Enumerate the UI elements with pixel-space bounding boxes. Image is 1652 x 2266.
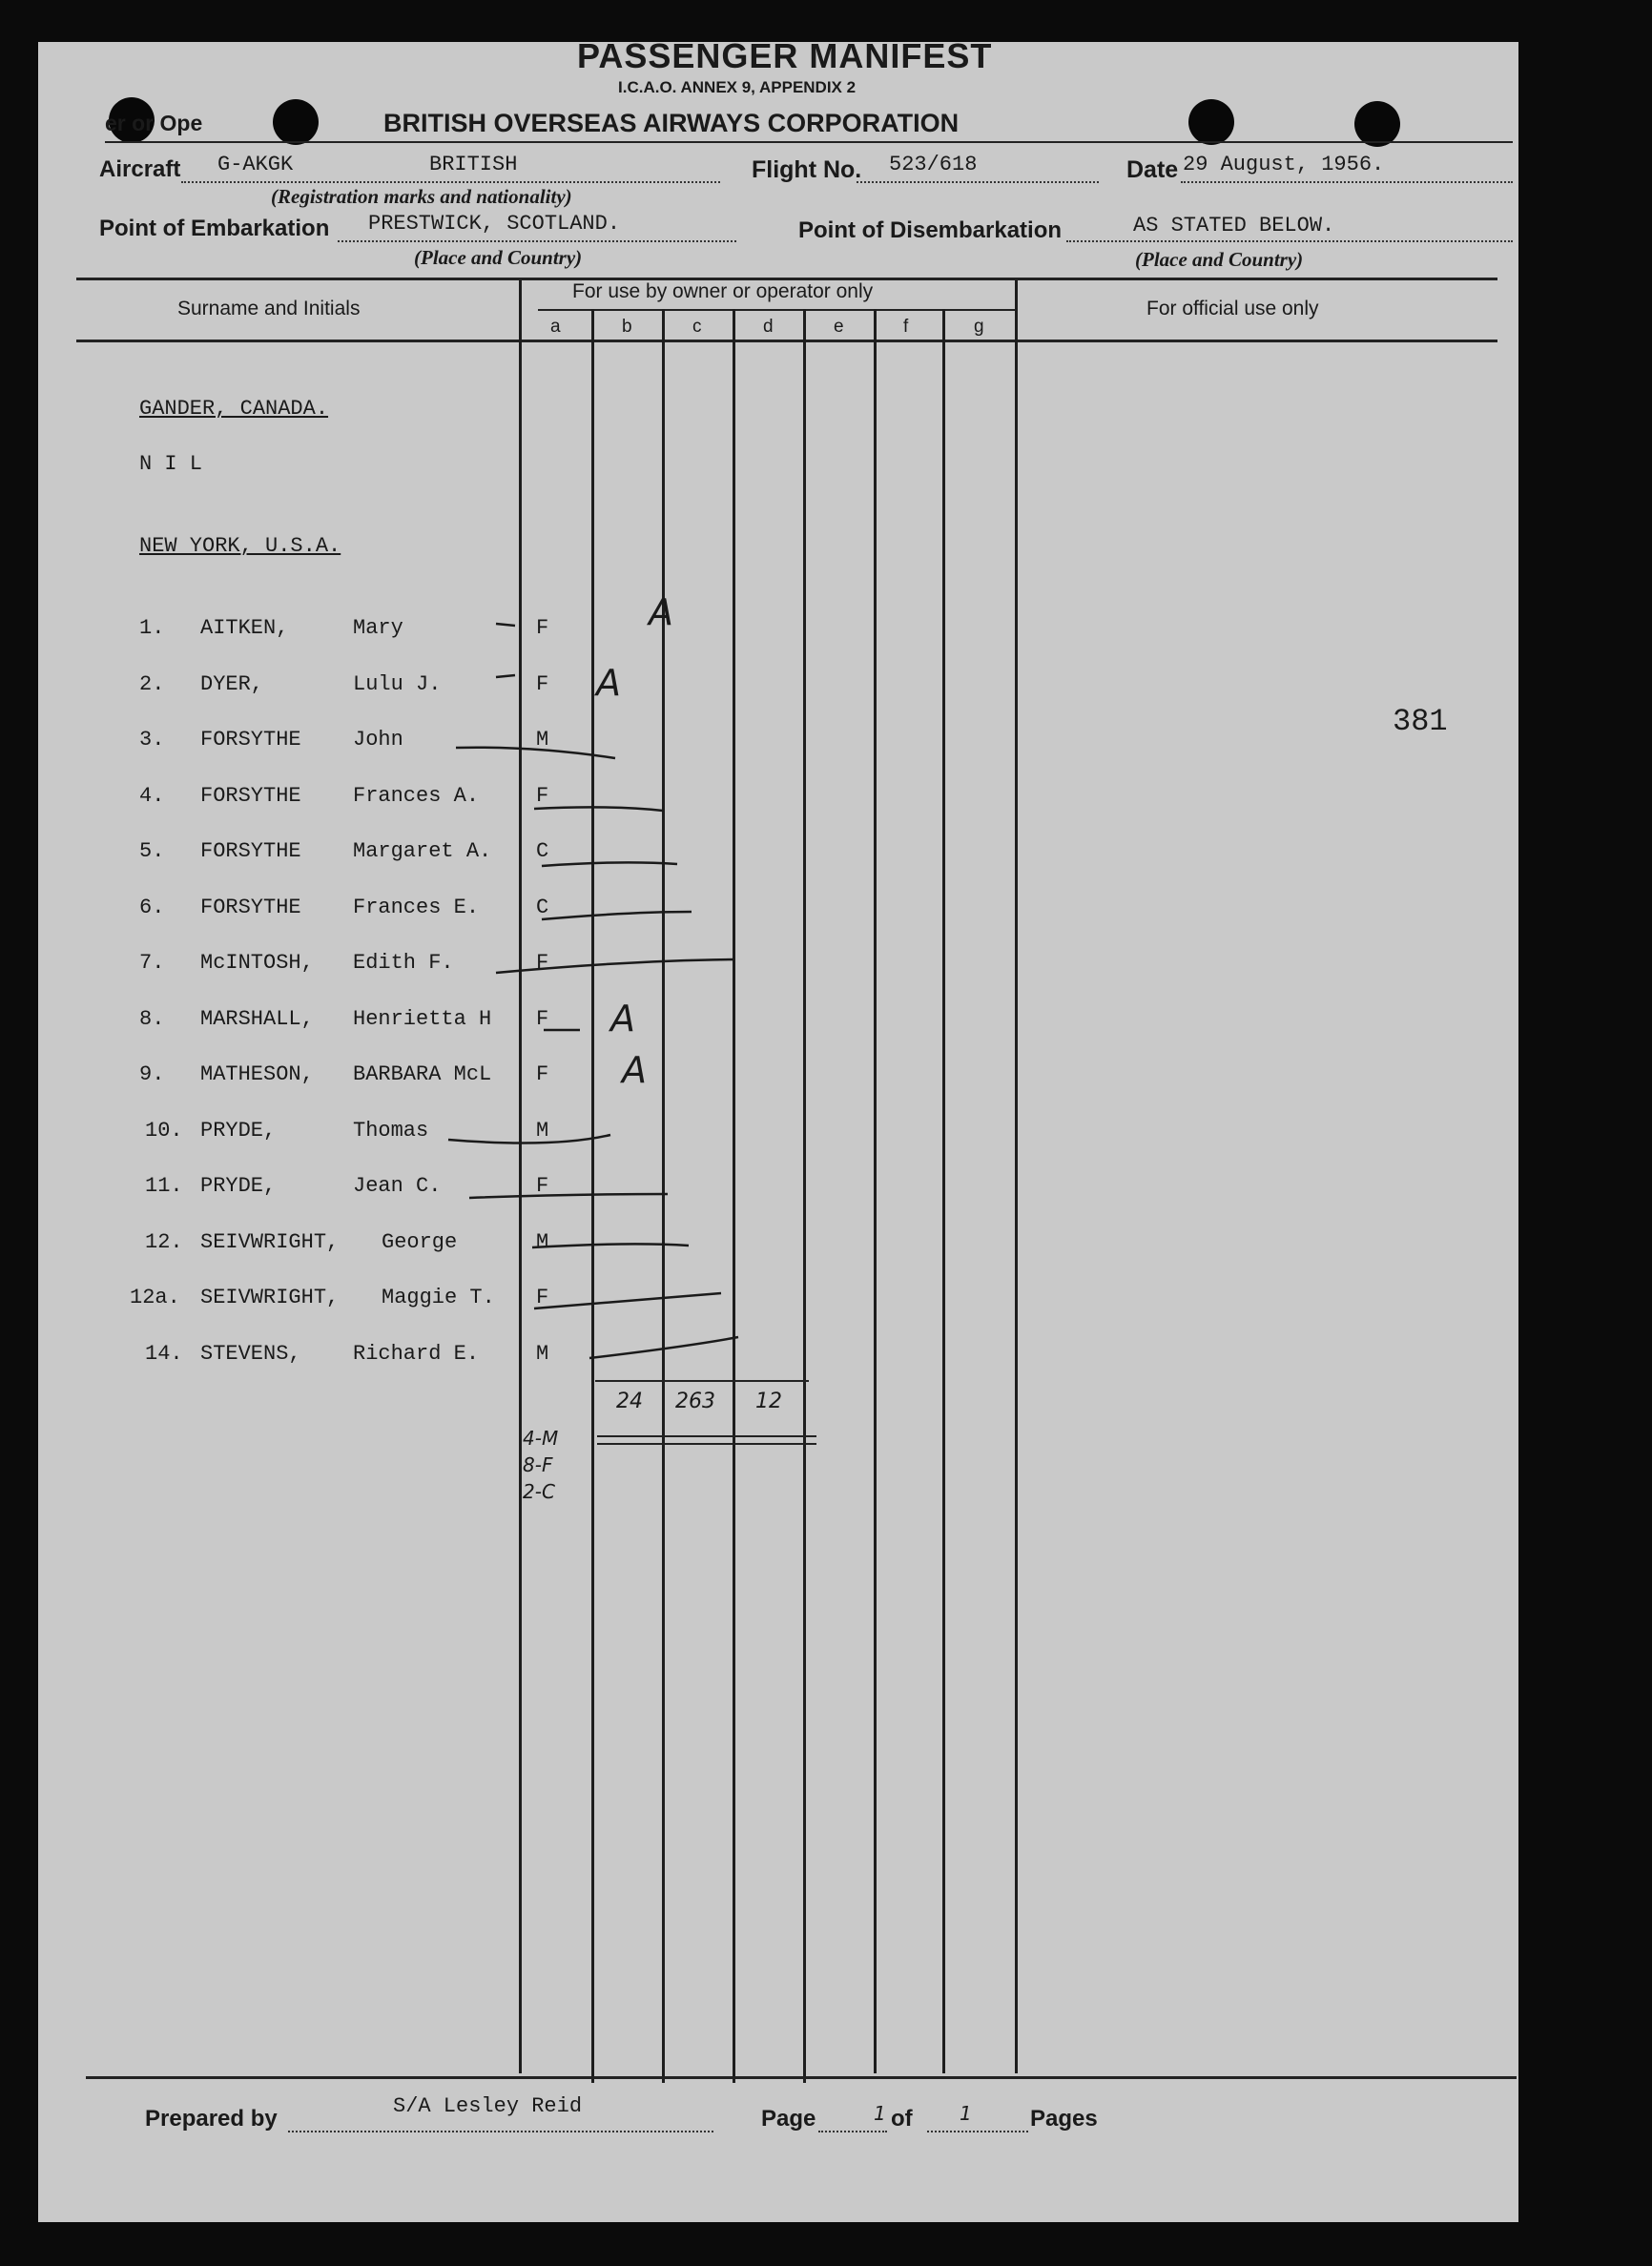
subcolumn-header-g: g	[974, 317, 984, 337]
section-gander: GANDER, CANADA.	[139, 397, 329, 421]
passenger-given-name: John	[353, 728, 403, 752]
passenger-type-code: M	[536, 728, 549, 752]
manifest-sheet	[38, 36, 1518, 2222]
passenger-number: 9.	[139, 1062, 165, 1086]
handwritten-mark: A	[649, 591, 673, 633]
section-gander-nil: N I L	[139, 452, 203, 476]
totals-double-rule-1	[597, 1435, 816, 1437]
section-newyork: NEW YORK, U.S.A.	[139, 534, 341, 558]
aircraft-nationality: BRITISH	[429, 153, 518, 176]
aircraft-label: Aircraft	[99, 156, 181, 182]
totals-top-rule	[595, 1380, 809, 1382]
embarkation-caption: (Place and Country)	[414, 246, 583, 269]
passenger-type-code: F	[536, 672, 549, 696]
registration-caption: (Registration marks and nationality)	[271, 185, 572, 208]
passenger-surname: SEIVWRIGHT,	[200, 1230, 340, 1254]
passenger-surname: PRYDE,	[200, 1119, 277, 1143]
total-d: 12	[755, 1390, 782, 1413]
passenger-surname: FORSYTHE	[200, 728, 301, 752]
summary-line: 2-C	[523, 1480, 555, 1503]
official-number: 381	[1393, 704, 1448, 739]
passenger-number: 10.	[145, 1119, 183, 1143]
form-title: PASSENGER MANIFEST	[577, 36, 993, 75]
passenger-given-name: Richard E.	[353, 1342, 480, 1366]
passenger-number: 5.	[139, 839, 165, 863]
flight-label: Flight No.	[752, 156, 862, 183]
of-label: of	[891, 2106, 913, 2132]
owner-label: er or Ope	[105, 111, 203, 135]
embarkation-label: Point of Embarkation	[99, 216, 330, 241]
passenger-type-code: F	[536, 1007, 549, 1031]
passenger-surname: MATHESON,	[200, 1062, 314, 1086]
passenger-given-name: Henrietta H	[353, 1007, 492, 1031]
passenger-type-code: C	[536, 839, 549, 863]
subcolumn-header-e: e	[834, 317, 844, 337]
passenger-type-code: M	[536, 1342, 549, 1366]
prepared-dotline	[288, 2131, 713, 2132]
form-subtitle: I.C.A.O. ANNEX 9, APPENDIX 2	[618, 78, 857, 96]
passenger-number: 12a.	[130, 1286, 180, 1309]
passenger-given-name: Maggie T.	[382, 1286, 495, 1309]
total-c: 263	[675, 1390, 715, 1413]
aircraft-registration: G-AKGK	[217, 153, 294, 176]
passenger-surname: FORSYTHE	[200, 839, 301, 863]
passenger-given-name: Margaret A.	[353, 839, 492, 863]
passenger-surname: McINTOSH,	[200, 951, 314, 975]
passenger-number: 6.	[139, 896, 165, 919]
passenger-number: 1.	[139, 616, 165, 640]
page-total: 1	[960, 2102, 972, 2125]
pages-label: Pages	[1030, 2106, 1098, 2132]
disembarkation-label: Point of Disembarkation	[798, 217, 1063, 243]
disembarkation-place: AS STATED BELOW.	[1133, 214, 1335, 237]
passenger-type-code: F	[536, 784, 549, 808]
flight-number: 523/618	[889, 153, 978, 176]
prepared-by: S/A Lesley Reid	[393, 2094, 583, 2118]
totals-double-rule-2	[597, 1443, 816, 1445]
passenger-given-name: George	[382, 1230, 458, 1254]
passenger-surname: PRYDE,	[200, 1174, 277, 1198]
passenger-number: 12.	[145, 1230, 183, 1254]
passenger-type-code: F	[536, 951, 549, 975]
flight-date: 29 August, 1956.	[1183, 153, 1385, 176]
prepared-label: Prepared by	[145, 2106, 278, 2132]
owner-use-header: For use by owner or operator only	[572, 280, 874, 302]
date-label: Date	[1126, 156, 1179, 183]
passenger-type-code: F	[536, 1174, 549, 1198]
handwritten-mark: A	[610, 998, 635, 1040]
subcolumn-header-b: b	[622, 317, 632, 337]
passenger-given-name: Lulu J.	[353, 672, 442, 696]
handwritten-mark: A	[622, 1049, 647, 1091]
passenger-surname: MARSHALL,	[200, 1007, 314, 1031]
page-label: Page	[761, 2106, 816, 2132]
passenger-number: 2.	[139, 672, 165, 696]
passenger-given-name: Thomas	[353, 1119, 429, 1143]
handwritten-mark: A	[596, 662, 621, 704]
operator-name: BRITISH OVERSEAS AIRWAYS CORPORATION	[383, 109, 960, 137]
subcolumn-header-d: d	[763, 317, 774, 337]
passenger-surname: SEIVWRIGHT,	[200, 1286, 340, 1309]
passenger-number: 3.	[139, 728, 165, 752]
passenger-type-code: F	[536, 616, 549, 640]
passenger-number: 7.	[139, 951, 165, 975]
passenger-given-name: BARBARA McL	[353, 1062, 492, 1086]
passenger-given-name: Edith F.	[353, 951, 454, 975]
passenger-number: 8.	[139, 1007, 165, 1031]
official-use-header: For official use only	[1146, 298, 1319, 319]
passenger-number: 14.	[145, 1342, 183, 1366]
passenger-surname: STEVENS,	[200, 1342, 301, 1366]
disembarkation-caption: (Place and Country)	[1135, 248, 1304, 271]
total-b: 24	[616, 1390, 643, 1413]
passenger-surname: FORSYTHE	[200, 784, 301, 808]
surname-column-header: Surname and Initials	[177, 298, 361, 319]
passenger-type-code: M	[536, 1119, 549, 1143]
passenger-number: 4.	[139, 784, 165, 808]
passenger-surname: FORSYTHE	[200, 896, 301, 919]
passenger-given-name: Jean C.	[353, 1174, 442, 1198]
passenger-surname: AITKEN,	[200, 616, 289, 640]
passenger-type-code: C	[536, 896, 549, 919]
passenger-type-code: F	[536, 1286, 549, 1309]
passenger-type-code: F	[536, 1062, 549, 1086]
page-dotline	[818, 2131, 887, 2132]
footer-rule	[86, 2076, 1517, 2079]
passenger-given-name: Mary	[353, 616, 403, 640]
summary-line: 4-M	[523, 1427, 559, 1450]
page-number: 1	[874, 2102, 886, 2125]
passenger-type-code: M	[536, 1230, 549, 1254]
subcolumn-header-c: c	[692, 317, 702, 337]
of-dotline	[927, 2131, 1028, 2132]
subcolumn-header-f: f	[903, 317, 909, 337]
handwritten-strokes	[38, 42, 1518, 1473]
summary-line: 8-F	[523, 1453, 553, 1476]
embarkation-place: PRESTWICK, SCOTLAND.	[368, 212, 621, 236]
passenger-number: 11.	[145, 1174, 183, 1198]
passenger-given-name: Frances E.	[353, 896, 480, 919]
passenger-given-name: Frances A.	[353, 784, 480, 808]
passenger-surname: DYER,	[200, 672, 264, 696]
subcolumn-header-a: a	[550, 317, 561, 337]
